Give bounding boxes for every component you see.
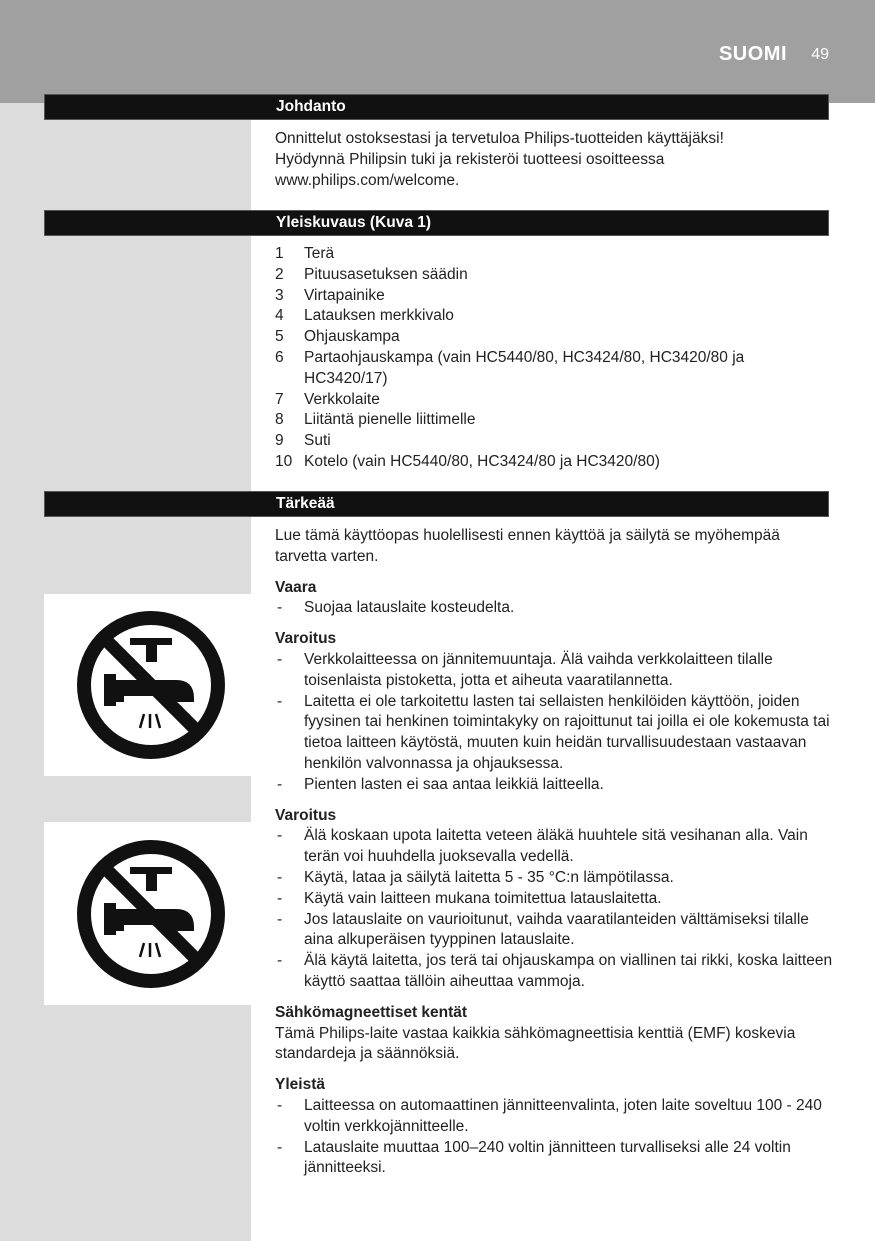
list-item <box>275 306 795 327</box>
item-text: Pienten lasten ei saa antaa leikkiä laitteella. <box>304 775 604 793</box>
section-bar-overview <box>44 210 829 236</box>
page-number: 49 <box>811 46 829 63</box>
warning-heading: Varoitus <box>275 806 337 824</box>
warning-heading: Varoitus <box>275 630 337 648</box>
list-item <box>275 244 795 265</box>
item-number: 5 <box>275 328 284 346</box>
item-text: Älä koskaan upota laitetta veteen äläkä huuhtele sitä vesihanan alla. Vain terän voi huuhdella juoksevalla vedellä. <box>304 827 808 866</box>
section-bar-important <box>44 491 829 517</box>
item-text: Partaohjauskampa (vain HC5440/80, HC3424/80, HC3420/80 ja HC3420/17) <box>304 348 745 387</box>
item-number: 10 <box>275 452 293 470</box>
warning-icon-box <box>44 594 257 776</box>
intro-text <box>275 129 835 191</box>
list-item: - Käytä vain laitteen mukana toimitettua latauslaitetta. <box>277 889 662 907</box>
item-text: Liitäntä pienelle liittimelle <box>304 411 476 429</box>
list-item: - Laitetta ei ole tarkoitettu lasten tai sellaisten henkilöiden käyttöön, joiden fyysinen tai henkinen toimintakyky on rajoittunut tai joilla ei ole kokemusta tai tietoa laitteen käytöstä, muuten kuin heidän turvallisuudestaan vastaavan henkilön valvonnassa ja ohjauksessa. <box>277 692 830 772</box>
section-bar-intro <box>44 94 829 120</box>
item-number: 1 <box>275 245 284 262</box>
item-text: Verkkolaite <box>304 390 380 408</box>
list-item: - Pienten lasten ei saa antaa leikkiä laitteella. <box>277 775 604 793</box>
list-item <box>275 410 795 431</box>
item-text: Latauslaite muuttaa 100–240 voltin jännitteen turvalliseksi alle 24 voltin jännitteeksi. <box>304 1138 791 1177</box>
item-text: Verkkolaitteessa on jännitemuuntaja. Älä vaihda verkkolaitteen tilalle toisenlaista pistoketta, jotta et aiheuta vaaratilannetta. <box>304 650 773 689</box>
list-item: - Älä käytä laitetta, jos terä tai ohjauskampa on viallinen tai rikki, koska laitteen käyttö saattaa tällöin aiheuttaa vammoja. <box>277 952 833 990</box>
item-number: 9 <box>275 432 284 450</box>
list-item <box>275 348 795 390</box>
no-water-tap-icon <box>44 594 257 776</box>
item-number: 4 <box>275 307 284 325</box>
item-text: Käytä, lataa ja säilytä laitetta 5 - 35 °C:n lämpötilassa. <box>304 868 674 886</box>
item-text: Älä käytä laitetta, jos terä tai ohjauskampa on viallinen tai rikki, koska laitteen käyttö saattaa tällöin aiheuttaa vammoja. <box>304 952 833 990</box>
important-text <box>275 526 835 1179</box>
item-number: 6 <box>275 348 284 366</box>
item-text: Virtapainike <box>304 286 385 304</box>
list-item <box>275 265 795 286</box>
item-number: 3 <box>275 286 284 304</box>
item-number: 7 <box>275 390 284 408</box>
list-item: - Latauslaite muuttaa 100–240 voltin jännitteen turvalliseksi alle 24 voltin jännitteeksi. <box>277 1138 791 1177</box>
intro-line: Onnittelut ostoksestasi ja tervetuloa Philips-tuotteiden käyttäjäksi! <box>275 130 724 147</box>
list-item <box>275 431 795 452</box>
list-item: - Verkkolaitteessa on jännitemuuntaja. Älä vaihda verkkolaitteen tilalle toisenlaista pistoketta, jotta et aiheuta vaaratilannetta. <box>277 650 773 689</box>
item-text: Suojaa latauslaite kosteudelta. <box>304 599 515 617</box>
list-item: - Käytä, lataa ja säilytä laitetta 5 - 35 °C:n lämpötilassa. <box>277 868 674 886</box>
general-heading: Yleistä <box>275 1076 325 1094</box>
item-number: 2 <box>275 265 284 283</box>
item-text: Terä <box>304 245 335 262</box>
item-text: Jos latauslaite on vaurioitunut, vaihda vaaratilanteiden välttämiseksi tilalle aina alkuperäisen tyyppinen latauslaite. <box>304 910 809 949</box>
item-text: Ohjauskampa <box>304 328 400 346</box>
intro-line: www.philips.com/welcome. <box>275 171 460 189</box>
section-title-important: Tärkeää <box>276 495 335 512</box>
item-text: Latauksen merkkivalo <box>304 307 454 325</box>
danger-heading: Vaara <box>275 578 317 596</box>
item-number: 8 <box>275 411 284 429</box>
list-item <box>275 390 795 411</box>
item-text: Pituusasetuksen säädin <box>304 265 468 283</box>
item-text: Käytä vain laitteen mukana toimitettua latauslaitetta. <box>304 889 662 907</box>
no-water-tap-icon <box>44 822 257 1005</box>
intro-line: Hyödynnä Philipsin tuki ja rekisteröi tuotteesi osoitteessa <box>275 150 665 168</box>
list-item: - Älä koskaan upota laitetta veteen äläkä huuhtele sitä vesihanan alla. Vain terän voi huuhdella juoksevalla vedellä. <box>277 827 808 866</box>
section-title-intro: Johdanto <box>276 98 346 115</box>
icon-pointer <box>231 823 256 843</box>
list-item <box>275 286 795 307</box>
important-intro: Lue tämä käyttöopas huolellisesti ennen käyttöä ja säilytä se myöhempää tarvetta varten. <box>275 527 780 565</box>
list-item: - Jos latauslaite on vaurioitunut, vaihda vaaratilanteiden välttämiseksi tilalle aina alkuperäisen tyyppinen latauslaite. <box>277 910 809 949</box>
item-text: Laitetta ei ole tarkoitettu lasten tai sellaisten henkilöiden käyttöön, joiden fyysinen tai henkinen toimintakyky on rajoittunut tai joilla ei ole kokemusta tai tietoa laitteen käytöstä, muuten kuin heidän turvallisuudestaan vastaavan henkilön valvonnassa ja ohjauksessa. <box>304 692 830 772</box>
warning-icon-box <box>44 822 257 1005</box>
list-item <box>275 327 795 348</box>
icon-pointer <box>231 595 256 615</box>
overview-list <box>275 244 795 473</box>
list-item: - Laitteessa on automaattinen jännitteenvalinta, joten laite soveltuu 100 - 240 voltin verkkojännitteelle. <box>277 1096 822 1135</box>
item-text: Laitteessa on automaattinen jännitteenvalinta, joten laite soveltuu 100 - 240 voltin verkkojännitteelle. <box>304 1096 822 1135</box>
emf-heading: Sähkömagneettiset kentät <box>275 1003 468 1021</box>
item-text: Kotelo (vain HC5440/80, HC3424/80 ja HC3420/80) <box>304 452 660 470</box>
emf-text: Tämä Philips-laite vastaa kaikkia sähkömagneettisia kenttiä (EMF) koskevia standardeja ja säännöksiä. <box>275 1024 796 1063</box>
section-title-overview: Yleiskuvaus (Kuva 1) <box>276 214 432 231</box>
item-text: Suti <box>304 432 331 450</box>
list-item: - Suojaa latauslaite kosteudelta. <box>277 599 515 617</box>
list-item <box>275 452 795 473</box>
language-label: SUOMI <box>718 43 787 65</box>
